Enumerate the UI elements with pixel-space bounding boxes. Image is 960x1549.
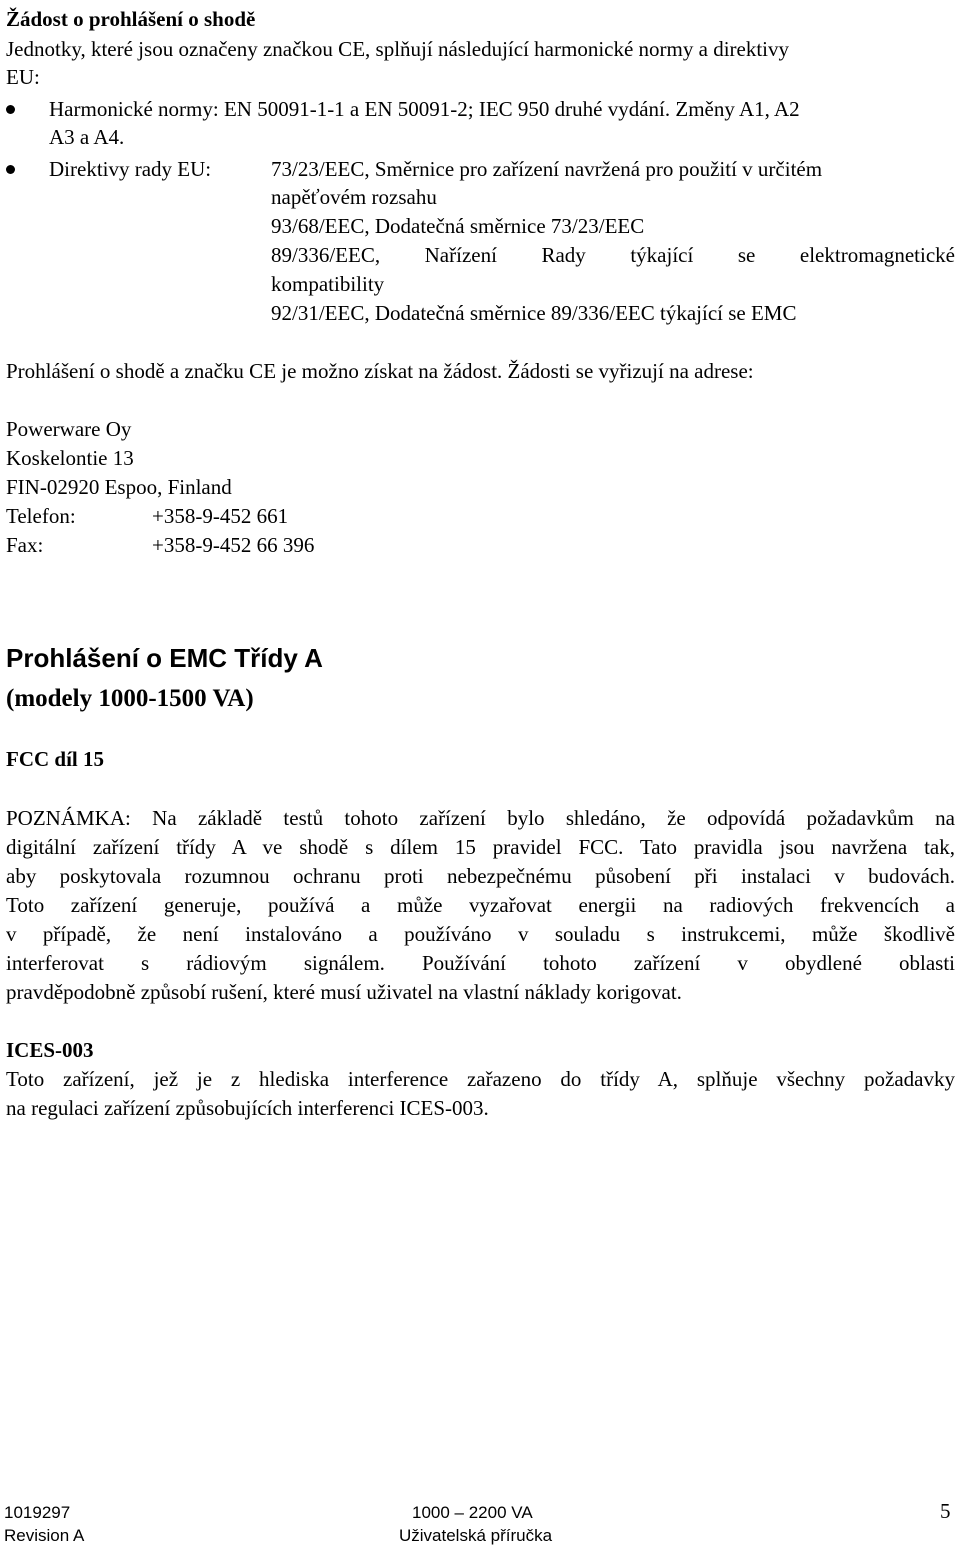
directive-line: 89/336/EEC, Nařízení Rady týkající se elektromagnetické	[271, 243, 955, 267]
phone-label: Telefon:	[6, 504, 76, 528]
ices-line: na regulaci zařízení způsobujících interferenci ICES-003.	[6, 1096, 489, 1120]
emc-subtitle: (modely 1000-1500 VA)	[6, 685, 254, 712]
bullet-dot	[6, 165, 15, 174]
footer-doc-number: 1019297	[4, 1503, 71, 1522]
note-line: aby poskytovala rozumnou ochranu proti nebezpečnému působení při instalaci v budovách.	[6, 864, 955, 888]
note-line: POZNÁMKA: Na základě testů tohoto zařízení bylo shledáno, že odpovídá požadavkům na	[6, 806, 955, 830]
availability-text: Prohlášení o shodě a značku CE je možno získat na žádost. Žádosti se vyřizují na adrese:	[6, 359, 754, 383]
footer-revision: Revision A	[4, 1526, 85, 1545]
ices-line: Toto zařízení, jež je z hlediska interference zařazeno do třídy A, splňuje všechny požadavky	[6, 1067, 955, 1091]
declaration-title: Žádost o prohlášení o shodě	[6, 7, 256, 31]
phone-value: +358-9-452 661	[152, 504, 289, 528]
note-line: interferovat s rádiovým signálem. Používání tohoto zařízení v obydlené oblasti	[6, 951, 955, 975]
directive-line: 73/23/EEC, Směrnice pro zařízení navržená pro použití v určitém	[271, 157, 823, 181]
note-line: digitální zařízení třídy A ve shodě s dílem 15 pravidel FCC. Tato pravidla jsou navržena tak,	[6, 835, 955, 859]
emc-title: Prohlášení o EMC Třídy A	[6, 643, 323, 673]
fax-label: Fax:	[6, 533, 44, 557]
declaration-intro-line1: Jednotky, které jsou označeny značkou CE, splňují následující harmonické normy a direktivy	[6, 37, 790, 61]
harmonized-norms-line2: A3 a A4.	[49, 125, 125, 149]
ices-heading: ICES-003	[6, 1038, 94, 1062]
directive-line: kompatibility	[271, 272, 385, 296]
fcc-heading: FCC díl 15	[6, 747, 105, 771]
bullet-dot	[6, 105, 15, 114]
footer-page-number: 5	[940, 1499, 951, 1523]
eu-directives-label: Direktivy rady EU:	[49, 157, 212, 181]
note-line: v případě, že není instalováno a používáno v souladu s instrukcemi, může škodlivě	[6, 922, 955, 946]
declaration-intro-line2: EU:	[6, 65, 40, 89]
address-company: Powerware Oy	[6, 417, 132, 441]
address-city: FIN-02920 Espoo, Finland	[6, 475, 232, 499]
directive-line: napěťovém rozsahu	[271, 185, 437, 209]
note-line: pravděpodobně způsobí rušení, které musí uživatel na vlastní náklady korigovat.	[6, 980, 682, 1004]
fax-value: +358-9-452 66 396	[152, 533, 315, 557]
fax-row	[6, 532, 314, 558]
footer-manual-name: Uživatelská příručka	[399, 1526, 553, 1545]
footer-model-range: 1000 – 2200 VA	[412, 1503, 533, 1522]
phone-row	[6, 503, 288, 529]
directive-line: 92/31/EEC, Dodatečná směrnice 89/336/EEC týkající se EMC	[271, 301, 797, 325]
harmonized-norms-line1: Harmonické normy: EN 50091-1-1 a EN 50091-2; IEC 950 druhé vydání. Změny A1, A2	[49, 97, 800, 121]
address-street: Koskelontie 13	[6, 446, 134, 470]
note-line: Toto zařízení generuje, používá a může vyzařovat energii na radiových frekvencích a	[6, 893, 955, 917]
directive-line: 93/68/EEC, Dodatečná směrnice 73/23/EEC	[271, 214, 645, 238]
